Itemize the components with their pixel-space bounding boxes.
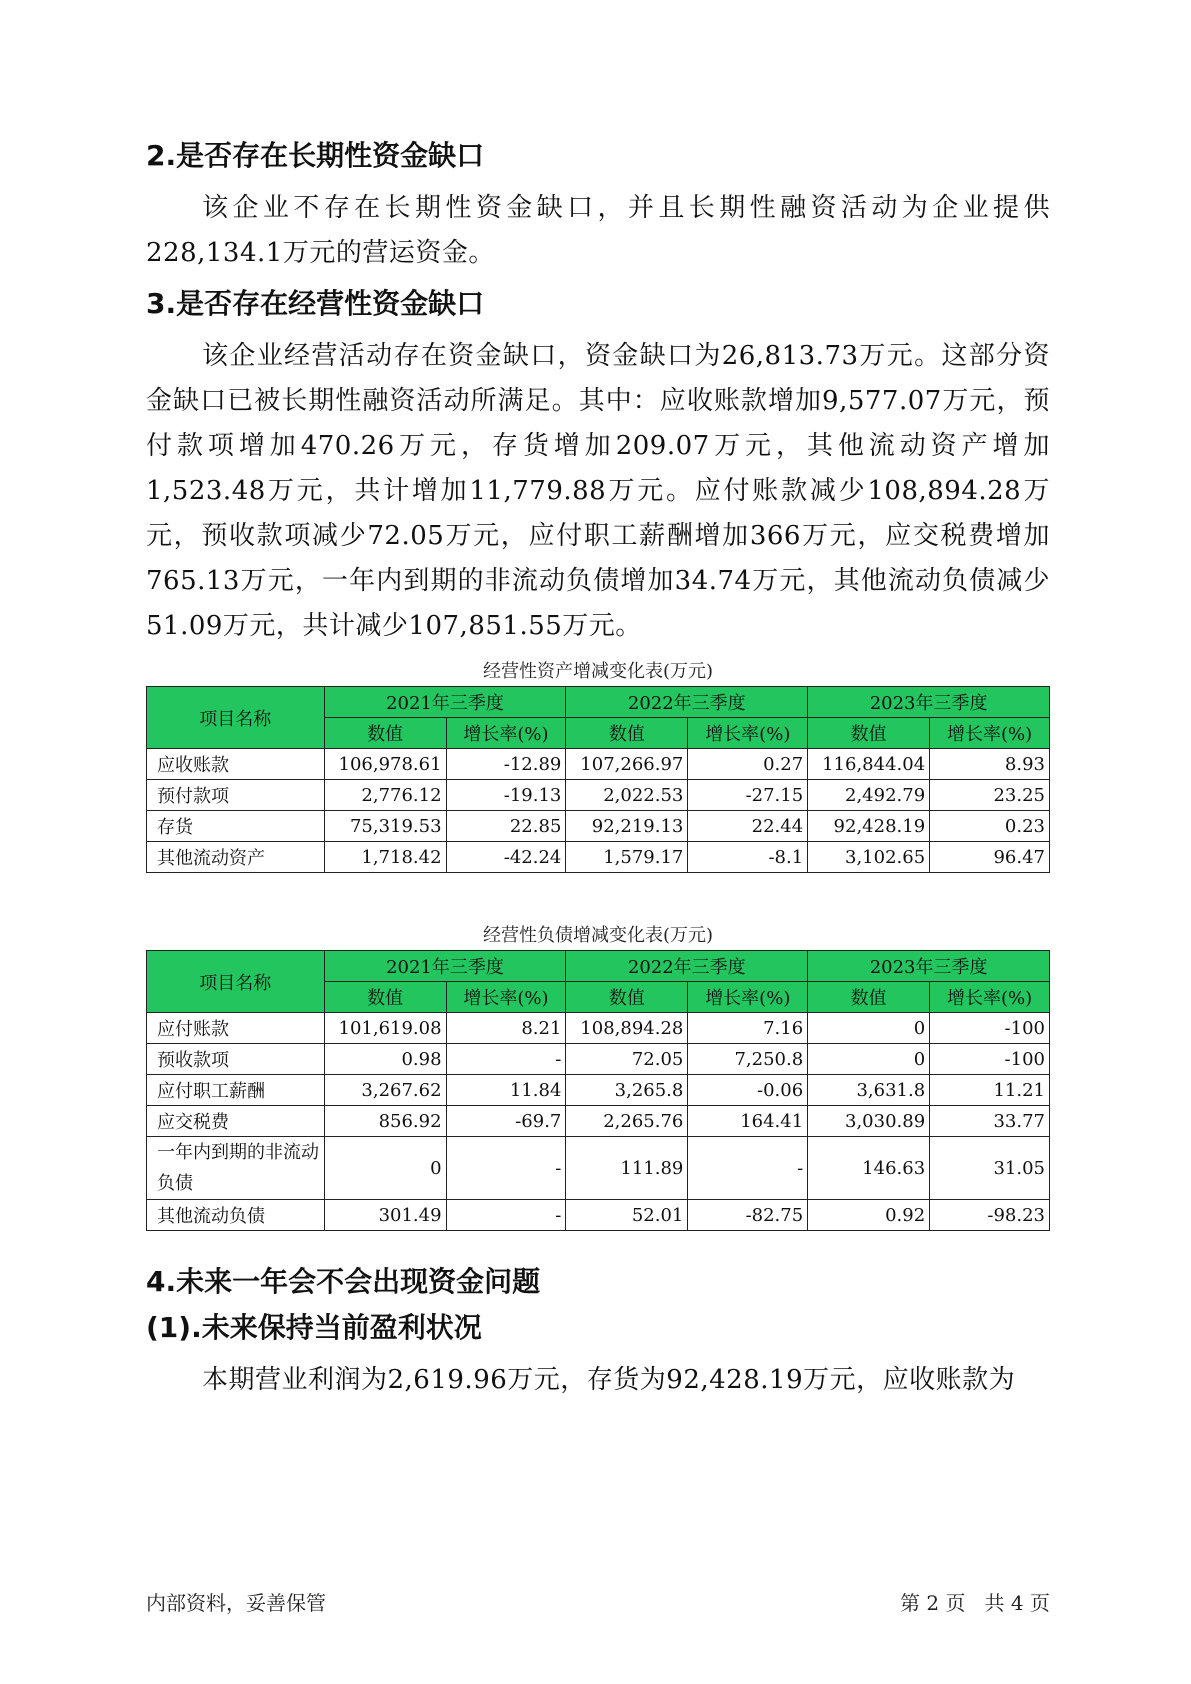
value-cell: 3,631.8 (808, 1075, 930, 1106)
rate-cell: - (446, 1044, 566, 1075)
section2-heading: 2.是否存在长期性资金缺口 (146, 139, 485, 172)
rate-cell: 11.21 (930, 1075, 1050, 1106)
value-cell: 101,619.08 (324, 1013, 446, 1044)
table-row (147, 1106, 1050, 1137)
table-row (147, 1137, 1050, 1200)
rate-cell: 7,250.8 (688, 1044, 808, 1075)
footer-confidential-note: 内部资料，妥善保管 (146, 1591, 326, 1615)
rate-cell: -0.06 (688, 1075, 808, 1106)
section4-subheading: (1).未来保持当前盈利状况 (146, 1311, 482, 1344)
rate-col-header: 增长率(%) (930, 718, 1050, 749)
row-item-name: 应付账款 (147, 1013, 325, 1044)
value-cell: 3,030.89 (808, 1106, 930, 1137)
section3-paragraph: 该企业经营活动存在资金缺口，资金缺口为26,813.73万元。这部分资金缺口已被长期性融资活动所满足。其中：应收账款增加9,577.07万元，预付款项增加470.26万元，存货增加209.07万元，其他流动资产增加1,523.48万元，共计增加11,779.88万元。应付账款减少108,894.28万元，预收款项减少72.05万元，应付职工薪酬增加366万元，应交税费增加765.13万元，一年内到期的非流动负债增加34.74万元，其他流动负债减少51.09万元，共计减少107,851.55万元。 (146, 341, 1050, 641)
rate-cell: 0.27 (688, 749, 808, 780)
row-item-name: 预付款项 (147, 780, 325, 811)
rate-cell: -27.15 (688, 780, 808, 811)
asset-change-table (146, 686, 1050, 873)
section3-heading: 3.是否存在经营性资金缺口 (146, 287, 485, 320)
rate-cell: 164.41 (688, 1106, 808, 1137)
section2-paragraph: 该企业不存在长期性资金缺口，并且长期性融资活动为企业提供228,134.1万元的营运资金。 (146, 193, 1050, 268)
rate-cell: 33.77 (930, 1106, 1050, 1137)
rate-col-header: 增长率(%) (446, 982, 566, 1013)
value-cell: 92,428.19 (808, 811, 930, 842)
rate-cell: -19.13 (446, 780, 566, 811)
table2-caption: 经营性负债增减变化表(万元) (482, 925, 714, 946)
value-cell: 2,265.76 (566, 1106, 688, 1137)
rate-cell: 22.44 (688, 811, 808, 842)
rate-cell: - (688, 1137, 808, 1200)
table-row (147, 842, 1050, 873)
rate-cell: -100 (930, 1013, 1050, 1044)
rate-cell: 8.21 (446, 1013, 566, 1044)
row-item-name: 应收账款 (147, 749, 325, 780)
value-cell: 856.92 (324, 1106, 446, 1137)
value-cell: 2,492.79 (808, 780, 930, 811)
value-col-header: 数值 (808, 718, 930, 749)
value-col-header: 数值 (566, 718, 688, 749)
value-col-header: 数值 (324, 982, 446, 1013)
row-item-name: 预收款项 (147, 1044, 325, 1075)
table-row (147, 780, 1050, 811)
section4-heading: 4.未来一年会不会出现资金问题 (146, 1265, 541, 1298)
table-row (147, 749, 1050, 780)
rate-cell: -42.24 (446, 842, 566, 873)
rate-cell: -98.23 (930, 1200, 1050, 1231)
period-header: 2022年三季度 (566, 951, 808, 982)
value-cell: 108,894.28 (566, 1013, 688, 1044)
table-row (147, 1200, 1050, 1231)
value-cell: 3,102.65 (808, 842, 930, 873)
value-col-header: 数值 (324, 718, 446, 749)
value-cell: 301.49 (324, 1200, 446, 1231)
value-cell: 0 (808, 1044, 930, 1075)
rate-col-header: 增长率(%) (446, 718, 566, 749)
value-cell: 111.89 (566, 1137, 688, 1200)
table-row (147, 1013, 1050, 1044)
rate-cell: 23.25 (930, 780, 1050, 811)
row-item-name: 存货 (147, 811, 325, 842)
period-header: 2022年三季度 (566, 687, 808, 718)
value-col-header: 数值 (808, 982, 930, 1013)
value-cell: 0.92 (808, 1200, 930, 1231)
value-cell: 3,265.8 (566, 1075, 688, 1106)
table-row (147, 1044, 1050, 1075)
period-header: 2021年三季度 (324, 687, 566, 718)
value-cell: 2,776.12 (324, 780, 446, 811)
rate-cell: 7.16 (688, 1013, 808, 1044)
item-name-header: 项目名称 (147, 687, 325, 749)
item-name-header: 项目名称 (147, 951, 325, 1013)
row-item-name: 其他流动负债 (147, 1200, 325, 1231)
rate-cell: 22.85 (446, 811, 566, 842)
rate-col-header: 增长率(%) (930, 982, 1050, 1013)
value-cell: 1,579.17 (566, 842, 688, 873)
value-cell: 75,319.53 (324, 811, 446, 842)
rate-cell: -82.75 (688, 1200, 808, 1231)
row-item-name: 其他流动资产 (147, 842, 325, 873)
row-item-name: 应交税费 (147, 1106, 325, 1137)
rate-cell: 31.05 (930, 1137, 1050, 1200)
value-cell: 2,022.53 (566, 780, 688, 811)
rate-col-header: 增长率(%) (688, 982, 808, 1013)
rate-cell: -12.89 (446, 749, 566, 780)
value-cell: 106,978.61 (324, 749, 446, 780)
value-cell: 146.63 (808, 1137, 930, 1200)
rate-cell: - (446, 1200, 566, 1231)
value-cell: 92,219.13 (566, 811, 688, 842)
row-item-name: 一年内到期的非流动负债 (147, 1137, 325, 1200)
rate-cell: - (446, 1137, 566, 1200)
table-row (147, 811, 1050, 842)
rate-cell: 11.84 (446, 1075, 566, 1106)
period-header: 2021年三季度 (324, 951, 566, 982)
period-header: 2023年三季度 (808, 687, 1050, 718)
value-cell: 116,844.04 (808, 749, 930, 780)
value-col-header: 数值 (566, 982, 688, 1013)
footer-page-number: 第 2 页 共 4 页 (900, 1591, 1050, 1615)
value-cell: 1,718.42 (324, 842, 446, 873)
rate-cell: 0.23 (930, 811, 1050, 842)
rate-col-header: 增长率(%) (688, 718, 808, 749)
value-cell: 0 (808, 1013, 930, 1044)
rate-cell: 96.47 (930, 842, 1050, 873)
value-cell: 72.05 (566, 1044, 688, 1075)
row-item-name: 应付职工薪酬 (147, 1075, 325, 1106)
rate-cell: -69.7 (446, 1106, 566, 1137)
value-cell: 3,267.62 (324, 1075, 446, 1106)
value-cell: 52.01 (566, 1200, 688, 1231)
value-cell: 107,266.97 (566, 749, 688, 780)
section4-paragraph: 本期营业利润为2,619.96万元，存货为92,428.19万元，应收账款为 (202, 1365, 1016, 1395)
rate-cell: -8.1 (688, 842, 808, 873)
value-cell: 0 (324, 1137, 446, 1200)
table1-caption: 经营性资产增减变化表(万元) (482, 661, 714, 682)
rate-cell: 8.93 (930, 749, 1050, 780)
period-header: 2023年三季度 (808, 951, 1050, 982)
table-row (147, 1075, 1050, 1106)
rate-cell: -100 (930, 1044, 1050, 1075)
value-cell: 0.98 (324, 1044, 446, 1075)
liability-change-table (146, 950, 1050, 1231)
